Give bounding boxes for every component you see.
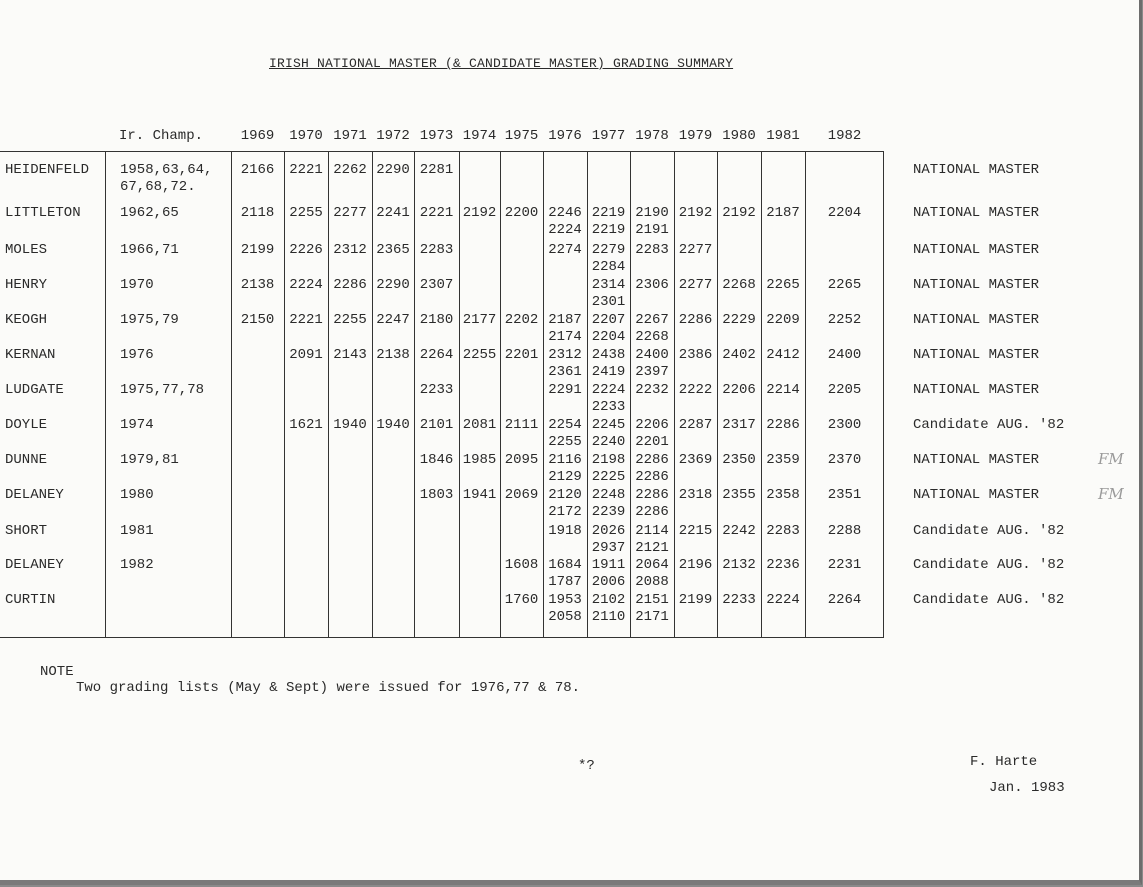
note-heading: NOTE — [40, 664, 74, 680]
signature-date: Jan. 1983 — [989, 780, 1065, 796]
grade-cell: 2262 — [333, 162, 367, 178]
grade-cell: 2206 2201 — [635, 417, 669, 450]
grade-cell: 2196 — [678, 557, 713, 573]
year-header: 1971 — [333, 128, 367, 144]
grade-cell: 2386 — [678, 347, 713, 363]
grade-cell: 2215 — [678, 523, 713, 539]
grade-cell: 2370 — [827, 452, 862, 468]
column-divider — [284, 151, 285, 638]
grade-cell: 1684 1787 — [548, 557, 582, 590]
grade-cell: 2120 2172 — [548, 487, 582, 520]
grade-cell: 2318 — [678, 487, 713, 503]
grade-cell: 2312 2361 — [548, 347, 582, 380]
grade-cell: 2306 — [635, 277, 669, 293]
year-header: 1978 — [635, 128, 669, 144]
grade-cell: 2254 2255 — [548, 417, 582, 450]
note-text: Two grading lists (May & Sept) were issued for 1976,77 & 78. — [76, 680, 581, 696]
champ-years: 1974 — [120, 417, 154, 433]
grade-cell: 2114 2121 — [635, 523, 669, 556]
grade-cell: 2205 — [827, 382, 862, 398]
grade-cell: 2166 — [240, 162, 275, 178]
grade-cell: 2206 — [722, 382, 756, 398]
grade-cell: 1911 2006 — [591, 557, 626, 590]
player-name: LUDGATE — [5, 382, 64, 398]
grade-cell: 2226 — [289, 242, 323, 258]
grade-cell: 1803 — [419, 487, 454, 503]
status-label: Candidate AUG. '82 — [913, 592, 1065, 608]
grade-cell: 2312 — [333, 242, 367, 258]
handwritten-mark: *? — [578, 758, 595, 774]
grade-cell: 2290 — [376, 277, 410, 293]
grade-cell: 2267 2268 — [635, 312, 669, 345]
grade-cell: 1918 — [548, 523, 582, 539]
grade-cell: 1760 — [504, 592, 539, 608]
column-divider — [105, 151, 106, 638]
grade-cell: 2132 — [722, 557, 756, 573]
player-name: DOYLE — [5, 417, 48, 433]
player-name: HEIDENFELD — [5, 162, 90, 178]
grade-cell: 1953 2058 — [548, 592, 582, 625]
grade-cell: 2277 — [678, 277, 713, 293]
column-divider — [372, 151, 373, 638]
document-title: IRISH NATIONAL MASTER (& CANDIDATE MASTER) GRADING SUMMARY — [269, 56, 734, 71]
signature-name: F. Harte — [970, 754, 1038, 770]
grade-cell: 2358 — [766, 487, 800, 503]
grade-cell: 2192 — [462, 205, 497, 221]
grade-cell: 2264 — [827, 592, 862, 608]
champ-years: 1958,63,64, 67,68,72. — [120, 162, 213, 195]
champ-years: 1975,77,78 — [120, 382, 205, 398]
grade-cell: 2264 — [419, 347, 454, 363]
champ-years: 1970 — [120, 277, 154, 293]
grade-cell: 2283 — [635, 242, 669, 258]
grade-cell: 2224 — [766, 592, 800, 608]
grade-cell: 2290 — [376, 162, 410, 178]
grade-cell: 2229 — [722, 312, 756, 328]
grade-cell: 2277 — [678, 242, 713, 258]
year-header: 1970 — [289, 128, 323, 144]
column-divider — [328, 151, 329, 638]
grade-cell: 1940 — [333, 417, 367, 433]
champ-years: 1962,65 — [120, 205, 179, 221]
year-header: 1976 — [548, 128, 582, 144]
grade-cell: 2219 2219 — [591, 205, 626, 238]
grade-cell: 2317 — [722, 417, 756, 433]
player-name: CURTIN — [5, 592, 56, 608]
year-header: 1974 — [462, 128, 497, 144]
status-label: NATIONAL MASTER — [913, 277, 1040, 293]
grade-cell: 2247 — [376, 312, 410, 328]
status-label: NATIONAL MASTER — [913, 205, 1040, 221]
grade-cell: 2199 — [678, 592, 713, 608]
grade-cell: 2351 — [827, 487, 862, 503]
grade-cell: 2248 2239 — [591, 487, 626, 520]
grade-cell: 2286 2286 — [635, 487, 669, 520]
grade-cell: 2201 — [504, 347, 539, 363]
column-divider — [459, 151, 460, 638]
status-label: NATIONAL MASTER — [913, 312, 1040, 328]
grade-cell: 2286 — [678, 312, 713, 328]
grade-cell: 2283 — [766, 523, 800, 539]
grade-cell: 2245 2240 — [591, 417, 626, 450]
grade-cell: 2288 — [827, 523, 862, 539]
grade-cell: 2232 — [635, 382, 669, 398]
grade-cell: 2200 — [504, 205, 539, 221]
grade-cell: 2138 — [376, 347, 410, 363]
year-header: 1975 — [504, 128, 539, 144]
year-header: 1972 — [376, 128, 410, 144]
grade-cell: 2221 — [289, 312, 323, 328]
champ-years: 1981 — [120, 523, 154, 539]
grade-cell: 2138 — [240, 277, 275, 293]
grade-cell: 2412 — [766, 347, 800, 363]
grade-cell: 2064 2088 — [635, 557, 669, 590]
status-label: Candidate AUG. '82 — [913, 523, 1065, 539]
status-label: NATIONAL MASTER — [913, 242, 1040, 258]
champ-column-header: Ir. Champ. — [119, 128, 204, 144]
grade-cell: 1985 — [462, 452, 497, 468]
grade-cell: 2221 — [289, 162, 323, 178]
grade-cell: 2222 — [678, 382, 713, 398]
grade-cell: 2081 — [462, 417, 497, 433]
grade-cell: 2402 — [722, 347, 756, 363]
grade-cell: 2151 2171 — [635, 592, 669, 625]
year-header: 1980 — [722, 128, 756, 144]
grade-cell: 2265 — [827, 277, 862, 293]
grade-cell: 1846 — [419, 452, 454, 468]
column-divider — [231, 151, 232, 638]
player-name: DUNNE — [5, 452, 48, 468]
grade-cell: 2204 — [827, 205, 862, 221]
grade-cell: 2198 2225 — [591, 452, 626, 485]
player-name: DELANEY — [5, 487, 64, 503]
champ-years: 1982 — [120, 557, 154, 573]
status-label: NATIONAL MASTER — [913, 452, 1040, 468]
year-header: 1969 — [240, 128, 275, 144]
grade-cell: 2091 — [289, 347, 323, 363]
player-name: KEOGH — [5, 312, 48, 328]
grade-cell: 2281 — [419, 162, 454, 178]
grade-cell: 2233 — [722, 592, 756, 608]
grade-cell: 2279 2284 — [591, 242, 626, 275]
grade-cell: 2150 — [240, 312, 275, 328]
handwritten-fm-note: FM — [1098, 485, 1124, 503]
grade-cell: 2192 — [678, 205, 713, 221]
grade-cell: 2277 — [333, 205, 367, 221]
grade-cell: 2199 — [240, 242, 275, 258]
grade-cell: 2291 — [548, 382, 582, 398]
grade-cell: 2118 — [240, 205, 275, 221]
year-header: 1979 — [678, 128, 713, 144]
grade-cell: 2283 — [419, 242, 454, 258]
grade-cell: 2307 — [419, 277, 454, 293]
grade-cell: 2252 — [827, 312, 862, 328]
grade-cell: 2241 — [376, 205, 410, 221]
grade-cell: 2233 — [419, 382, 454, 398]
grade-cell: 2438 2419 — [591, 347, 626, 380]
grade-cell: 2180 — [419, 312, 454, 328]
grade-cell: 2214 — [766, 382, 800, 398]
grade-cell: 2192 — [722, 205, 756, 221]
grade-cell: 2350 — [722, 452, 756, 468]
grade-cell: 2187 — [766, 205, 800, 221]
player-name: HENRY — [5, 277, 48, 293]
grade-cell: 2400 2397 — [635, 347, 669, 380]
grade-cell: 2265 — [766, 277, 800, 293]
grade-cell: 2300 — [827, 417, 862, 433]
grade-cell: 2355 — [722, 487, 756, 503]
grade-cell: 2400 — [827, 347, 862, 363]
grade-cell: 2359 — [766, 452, 800, 468]
grade-cell: 2095 — [504, 452, 539, 468]
grade-cell: 2224 2233 — [591, 382, 626, 415]
grade-cell: 2365 — [376, 242, 410, 258]
champ-years: 1979,81 — [120, 452, 179, 468]
player-name: SHORT — [5, 523, 48, 539]
grade-cell: 2236 — [766, 557, 800, 573]
player-name: LITTLETON — [5, 205, 81, 221]
grade-cell: 2069 — [504, 487, 539, 503]
grade-cell: 2286 2286 — [635, 452, 669, 485]
grade-cell: 2143 — [333, 347, 367, 363]
grade-cell: 2187 2174 — [548, 312, 582, 345]
status-label: NATIONAL MASTER — [913, 162, 1040, 178]
grade-cell: 2224 — [289, 277, 323, 293]
grade-cell: 2242 — [722, 523, 756, 539]
champ-years: 1966,71 — [120, 242, 179, 258]
grade-cell: 1608 — [504, 557, 539, 573]
grade-cell: 2287 — [678, 417, 713, 433]
grade-cell: 2116 2129 — [548, 452, 582, 485]
grade-cell: 2286 — [766, 417, 800, 433]
grade-cell: 1621 — [289, 417, 323, 433]
grade-cell: 2369 — [678, 452, 713, 468]
grade-cell: 2255 — [333, 312, 367, 328]
champ-years: 1975,79 — [120, 312, 179, 328]
grade-cell: 2246 2224 — [548, 205, 582, 238]
player-name: MOLES — [5, 242, 48, 258]
grade-cell: 2209 — [766, 312, 800, 328]
status-label: Candidate AUG. '82 — [913, 417, 1065, 433]
year-header: 1982 — [827, 128, 862, 144]
grade-cell: 2026 2937 — [591, 523, 626, 556]
player-name: KERNAN — [5, 347, 56, 363]
year-header: 1977 — [591, 128, 626, 144]
grade-cell: 1941 — [462, 487, 497, 503]
grade-cell: 2101 — [419, 417, 454, 433]
year-header: 1981 — [766, 128, 800, 144]
status-label: Candidate AUG. '82 — [913, 557, 1065, 573]
status-label: NATIONAL MASTER — [913, 382, 1040, 398]
status-label: NATIONAL MASTER — [913, 487, 1040, 503]
grade-cell: 2255 — [289, 205, 323, 221]
grade-cell: 2177 — [462, 312, 497, 328]
grade-cell: 2286 — [333, 277, 367, 293]
grade-cell: 2207 2204 — [591, 312, 626, 345]
year-header: 1973 — [419, 128, 454, 144]
grade-cell: 2255 — [462, 347, 497, 363]
grade-cell: 2102 2110 — [591, 592, 626, 625]
grade-cell: 1940 — [376, 417, 410, 433]
grade-cell: 2314 2301 — [591, 277, 626, 310]
grade-cell: 2190 2191 — [635, 205, 669, 238]
champ-years: 1976 — [120, 347, 154, 363]
champ-years: 1980 — [120, 487, 154, 503]
grade-cell: 2202 — [504, 312, 539, 328]
grade-cell: 2274 — [548, 242, 582, 258]
grade-cell: 2111 — [504, 417, 539, 433]
handwritten-fm-note: FM — [1098, 450, 1124, 468]
status-label: NATIONAL MASTER — [913, 347, 1040, 363]
grade-cell: 2268 — [722, 277, 756, 293]
grade-cell: 2221 — [419, 205, 454, 221]
player-name: DELANEY — [5, 557, 64, 573]
grade-cell: 2231 — [827, 557, 862, 573]
